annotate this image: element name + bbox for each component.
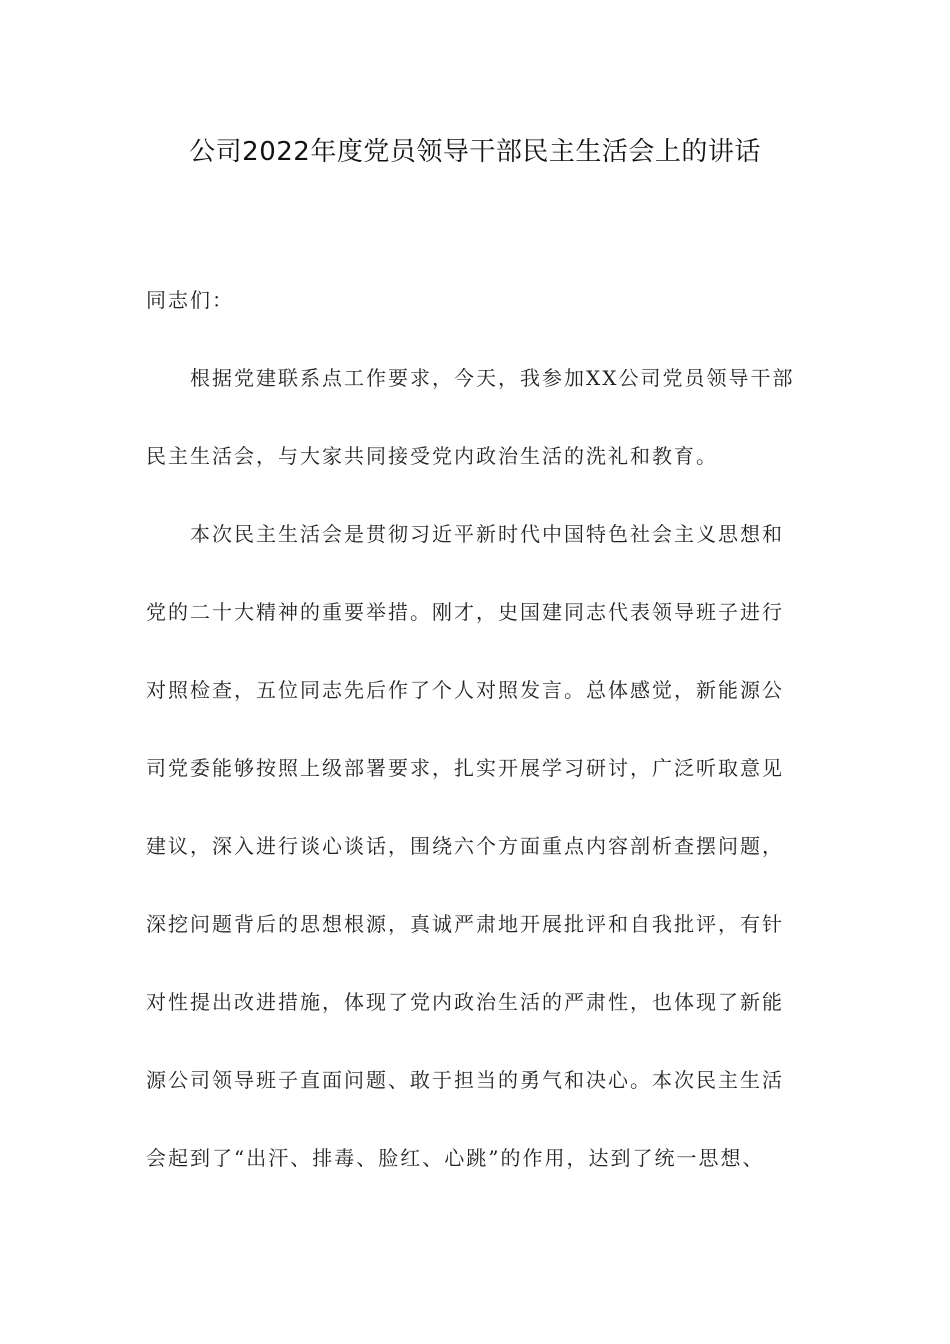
paragraph-line: 党的二十大精神的重要举措。刚才，史国建同志代表领导班子进行 [146, 600, 784, 624]
paragraph-2 [146, 514, 806, 1178]
line-spacer [146, 1022, 806, 1060]
document-body [146, 280, 806, 1178]
line-spacer [146, 398, 806, 436]
document-title: 公司2022年度党员领导干部民主生活会上的讲话 [189, 137, 761, 167]
line-spacer [146, 632, 806, 670]
salutation: 同志们： [146, 288, 234, 312]
line-spacer [146, 554, 806, 592]
paragraph-line: 本次民主生活会是贯彻习近平新时代中国特色社会主义思想和 [190, 522, 784, 546]
paragraph-line: 对性提出改进措施，体现了党内政治生活的严肃性，也体现了新能 [146, 990, 784, 1014]
paragraph-line: 建议，深入进行谈心谈话，围绕六个方面重点内容剖析查摆问题， [146, 834, 784, 858]
line-spacer [146, 788, 806, 826]
paragraph-line: 深挖问题背后的思想根源，真诚严肃地开展批评和自我批评，有针 [146, 912, 784, 936]
paragraph-line: 源公司领导班子直面问题、敢于担当的勇气和决心。本次民主生活 [146, 1068, 784, 1092]
paragraph-spacer [146, 320, 806, 358]
paragraph-line: 民主生活会，与大家共同接受党内政治生活的洗礼和教育。 [146, 444, 718, 468]
line-spacer [146, 1100, 806, 1138]
paragraph-1 [146, 358, 806, 476]
paragraph-line: 会起到了“出汗、排毒、脸红、心跳”的作用，达到了统一思想、 [146, 1146, 765, 1170]
paragraph-spacer [146, 476, 806, 514]
line-spacer [146, 710, 806, 748]
paragraph-line: 司党委能够按照上级部署要求，扎实开展学习研讨，广泛听取意见 [146, 756, 784, 780]
line-spacer [146, 866, 806, 904]
paragraph-line: 对照检查，五位同志先后作了个人对照发言。总体感觉，新能源公 [146, 678, 784, 702]
paragraph-line: 根据党建联系点工作要求，今天，我参加XX公司党员领导干部 [190, 366, 795, 390]
line-spacer [146, 944, 806, 982]
